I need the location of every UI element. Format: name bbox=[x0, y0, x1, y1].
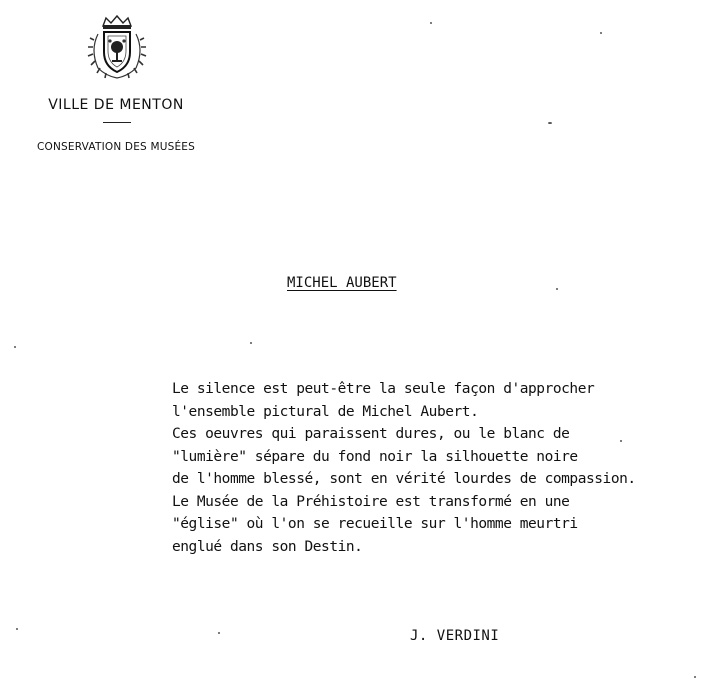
signature: J. VERDINI bbox=[410, 628, 500, 644]
body-line: Le Musée de la Préhistoire est transformé en une bbox=[172, 493, 570, 510]
body-line: l'ensemble pictural de Michel Aubert. bbox=[172, 403, 479, 420]
city-name: VILLE DE MENTON bbox=[48, 97, 184, 113]
scan-speck bbox=[14, 346, 16, 348]
body-line: Le silence est peut-être la seule façon d'approcher bbox=[172, 381, 595, 397]
scan-speck bbox=[556, 288, 558, 290]
scan-speck bbox=[430, 22, 432, 24]
body-line: de l'homme blessé, sont en vérité lourdes de compassion. bbox=[172, 471, 636, 487]
scan-speck bbox=[600, 32, 602, 34]
scan-speck bbox=[250, 342, 252, 344]
divider bbox=[103, 122, 131, 123]
scan-speck bbox=[694, 676, 696, 678]
body-text bbox=[172, 378, 712, 558]
scan-speck bbox=[16, 628, 18, 630]
body-line: "lumière" sépare du fond noir la silhouette noire bbox=[172, 448, 578, 465]
city-coat-of-arms-icon bbox=[86, 14, 148, 82]
scan-speck bbox=[548, 122, 552, 124]
department-name: CONSERVATION DES MUSÉES bbox=[37, 141, 195, 153]
scan-speck bbox=[620, 440, 622, 442]
scan-speck bbox=[218, 632, 220, 634]
body-line: Ces oeuvres qui paraissent dures, ou le blanc de bbox=[172, 426, 570, 442]
body-line: "église" où l'on se recueille sur l'homme meurtri bbox=[172, 516, 578, 532]
document-title: MICHEL AUBERT bbox=[287, 275, 397, 291]
body-line: englué dans son Destin. bbox=[172, 538, 363, 555]
